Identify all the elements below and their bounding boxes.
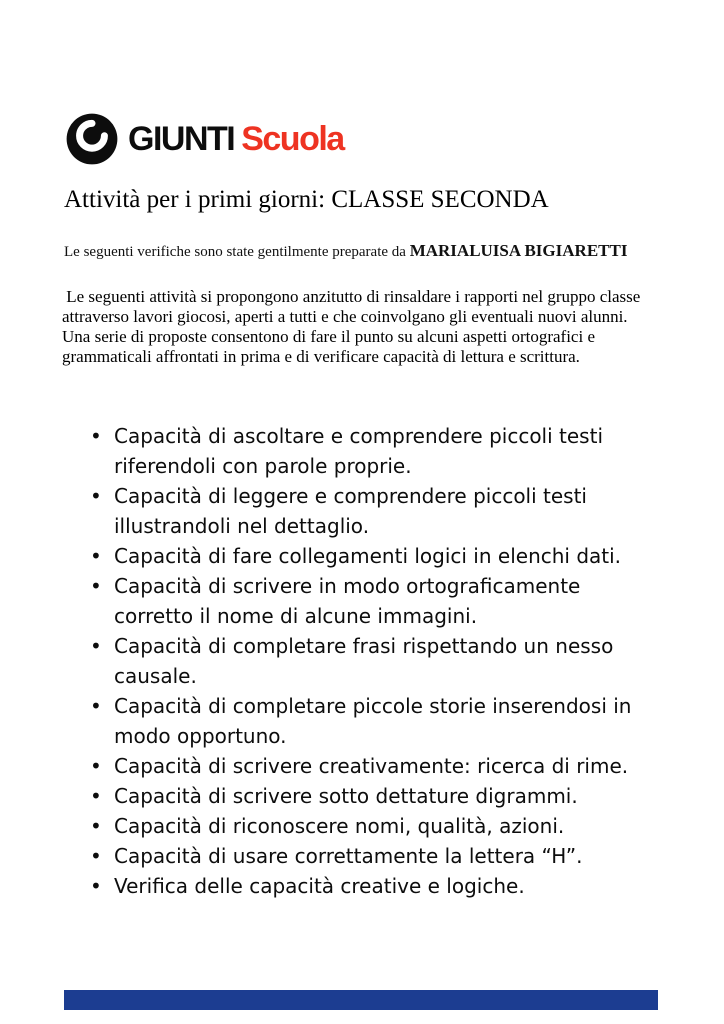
intro-line: Le seguenti attività si propongono anzitutto di rinsaldare i rapporti nel gruppo classe (62, 287, 641, 306)
list-item-line: modo opportuno. (114, 724, 287, 748)
list-item-line: riferendoli con parole proprie. (114, 454, 412, 478)
intro-line: attraverso lavori giocosi, aperti a tutti e che coinvolgano gli eventuali nuovi alunni. (62, 307, 628, 326)
list-item (90, 781, 631, 811)
byline-prefix: Le seguenti verifiche sono state gentilmente preparate da (64, 244, 410, 260)
list-item-line: • Capacità di leggere e comprendere piccoli testi (114, 484, 587, 508)
giunti-swirl-icon (65, 112, 119, 166)
list-item (90, 541, 631, 571)
list-item-line: corretto il nome di alcune immagini. (114, 604, 478, 628)
list-item-line: • Capacità di fare collegamenti logici in elenchi dati. (114, 544, 622, 568)
list-item-line: • Capacità di completare frasi rispettando un nesso (114, 634, 614, 658)
list-item (90, 481, 631, 541)
list-item (90, 751, 631, 781)
byline-author-name: MARIALUISA BIGIARETTI (409, 241, 628, 260)
footer-bar (64, 990, 658, 1010)
list-item-line: • Verifica delle capacità creative e logiche. (114, 874, 525, 898)
list-item-line: • Capacità di scrivere sotto dettature digrammi. (114, 784, 578, 808)
list-item (90, 571, 631, 631)
list-item-line: causale. (114, 664, 197, 688)
list-item (90, 421, 631, 481)
logo-scuola: Scuola (241, 120, 344, 158)
logo-giunti: GIUNTI (128, 120, 235, 158)
intro-paragraph (62, 287, 640, 367)
intro-line: grammaticali affrontati in prima e di verificare capacità di lettura e scrittura. (62, 347, 580, 366)
intro-line: Una serie di proposte consentono di fare il punto su alcuni aspetti ortografici e (62, 327, 595, 346)
page-title: Attività per i primi giorni: CLASSE SECONDA (64, 186, 549, 213)
logo-wordmark (128, 112, 344, 166)
list-item-line: • Capacità di scrivere in modo ortograficamente (114, 574, 581, 598)
list-item (90, 841, 631, 871)
list-item-line: • Capacità di completare piccole storie inserendosi in (114, 694, 632, 718)
list-item-line: • Capacità di usare correttamente la lettera “H”. (114, 844, 583, 868)
list-item (90, 691, 631, 751)
list-item (90, 871, 631, 901)
list-item (90, 811, 631, 841)
list-item-line: • Capacità di ascoltare e comprendere piccoli testi (114, 424, 603, 448)
byline (64, 241, 627, 261)
capacity-list (90, 421, 631, 901)
list-item-line: illustrandoli nel dettaglio. (114, 514, 370, 538)
list-item (90, 631, 631, 691)
list-item-line: • Capacità di riconoscere nomi, qualità, azioni. (114, 814, 565, 838)
giunti-scuola-logo (65, 112, 344, 166)
list-item-line: • Capacità di scrivere creativamente: ricerca di rime. (114, 754, 629, 778)
